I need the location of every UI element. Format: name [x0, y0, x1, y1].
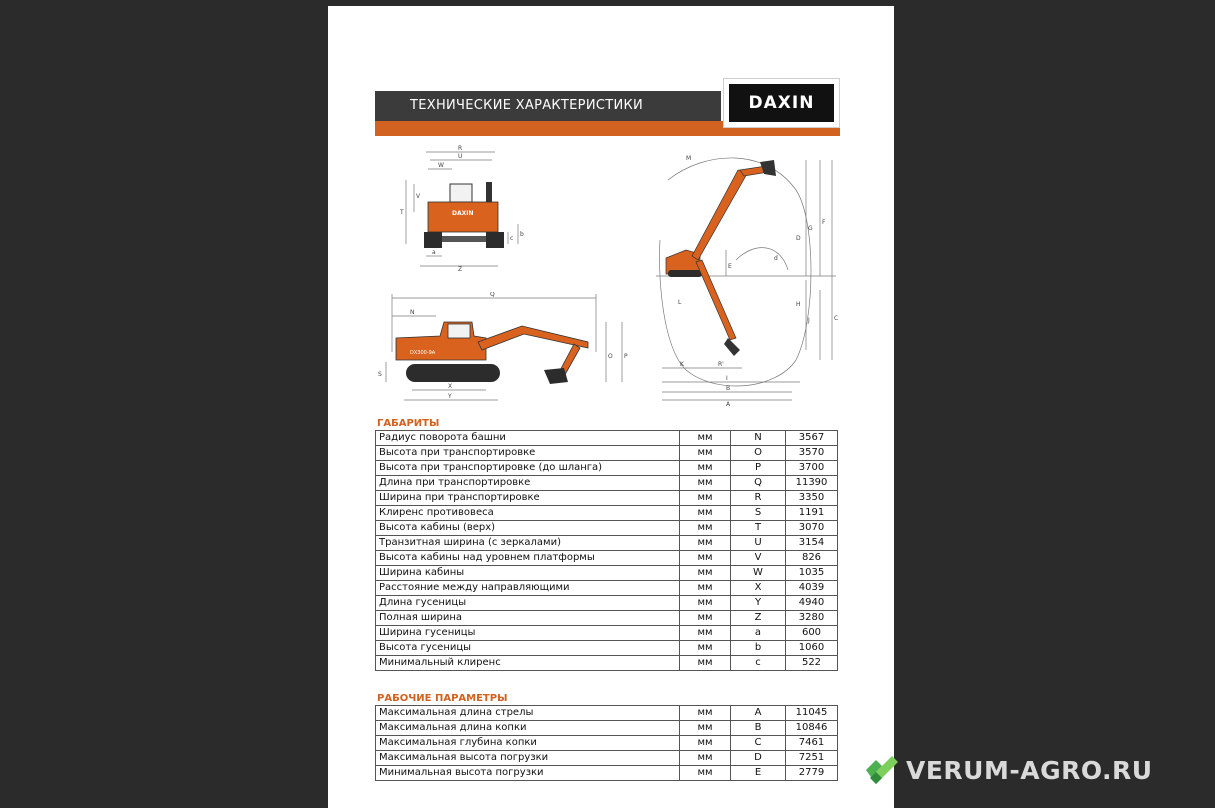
range-dimension-labels — [678, 155, 838, 406]
dimensions-section-title: ГАБАРИТЫ — [377, 418, 440, 429]
table-row — [376, 506, 838, 521]
svg-text:H: H — [796, 301, 801, 308]
watermark-logo-icon — [862, 750, 902, 790]
svg-text:W: W — [438, 162, 444, 169]
svg-text:R': R' — [718, 361, 724, 368]
spec-name: Максимальная высота погрузки — [376, 751, 680, 766]
svg-text:Y: Y — [448, 393, 452, 400]
spec-name: Длина при транспортировке — [376, 476, 680, 491]
spec-unit: мм — [680, 656, 731, 671]
svg-text:J: J — [808, 317, 810, 324]
table-row — [376, 656, 838, 671]
spec-code: X — [731, 581, 786, 596]
spec-value: 3350 — [786, 491, 838, 506]
table-row — [376, 476, 838, 491]
svg-text:S: S — [378, 371, 382, 378]
working-parameters-table — [375, 705, 838, 781]
spec-code: Y — [731, 596, 786, 611]
spec-unit: мм — [680, 596, 731, 611]
spec-code: V — [731, 551, 786, 566]
side-track — [406, 364, 500, 382]
front-upper-structure — [428, 202, 498, 232]
spec-value: 11390 — [786, 476, 838, 491]
table-row — [376, 461, 838, 476]
table-row — [376, 551, 838, 566]
spec-unit: мм — [680, 581, 731, 596]
side-bucket — [544, 368, 568, 384]
spec-code: c — [731, 656, 786, 671]
spec-unit: мм — [680, 766, 731, 781]
spec-value: 1060 — [786, 641, 838, 656]
spec-unit: мм — [680, 721, 731, 736]
spec-value: 522 — [786, 656, 838, 671]
spec-value: 4940 — [786, 596, 838, 611]
spec-unit: мм — [680, 626, 731, 641]
spec-code: Z — [731, 611, 786, 626]
spec-name: Максимальная глубина копки — [376, 736, 680, 751]
spec-value: 3567 — [786, 431, 838, 446]
spec-name: Ширина при транспортировке — [376, 491, 680, 506]
spec-code: U — [731, 536, 786, 551]
svg-text:I: I — [726, 375, 728, 382]
table-row — [376, 626, 838, 641]
range-boom-down — [696, 260, 736, 340]
spec-unit: мм — [680, 611, 731, 626]
spec-name: Минимальный клиренс — [376, 656, 680, 671]
svg-text:a: a — [432, 249, 436, 256]
spec-code: S — [731, 506, 786, 521]
table-row — [376, 446, 838, 461]
site-watermark — [862, 750, 1207, 790]
spec-code: T — [731, 521, 786, 536]
spec-unit: мм — [680, 641, 731, 656]
spec-name: Максимальная длина стрелы — [376, 706, 680, 721]
working-range-drawing — [656, 150, 846, 406]
table-row — [376, 431, 838, 446]
side-view-drawing — [374, 292, 638, 406]
spec-unit: мм — [680, 706, 731, 721]
spec-value: 4039 — [786, 581, 838, 596]
side-model-badge: DX300-9A — [410, 350, 436, 356]
svg-text:B: B — [726, 385, 731, 392]
range-boom-up — [692, 170, 748, 260]
front-cab-glass — [450, 184, 472, 202]
spec-value: 826 — [786, 551, 838, 566]
svg-text:L: L — [678, 299, 682, 306]
svg-text:F: F — [822, 219, 826, 226]
table-row — [376, 721, 838, 736]
dimensions-table — [375, 430, 838, 671]
spec-name: Высота при транспортировке (до шланга) — [376, 461, 680, 476]
svg-text:E: E — [728, 263, 732, 270]
table-row — [376, 521, 838, 536]
spec-unit: мм — [680, 751, 731, 766]
svg-text:M: M — [686, 155, 692, 162]
spec-unit: мм — [680, 566, 731, 581]
spec-code: E — [731, 766, 786, 781]
brand-logo-text: DAXIN — [729, 84, 834, 122]
spec-code: D — [731, 751, 786, 766]
title-bar — [375, 91, 721, 121]
table-row — [376, 706, 838, 721]
spec-value: 2779 — [786, 766, 838, 781]
svg-text:O: O — [608, 353, 613, 360]
side-cab-glass — [448, 324, 470, 338]
svg-text:P: P — [624, 353, 628, 360]
spec-unit: мм — [680, 476, 731, 491]
table-row — [376, 751, 838, 766]
spec-name: Длина гусеницы — [376, 596, 680, 611]
table-row — [376, 736, 838, 751]
spec-code: P — [731, 461, 786, 476]
range-bucket-down — [724, 338, 740, 356]
spec-value: 3700 — [786, 461, 838, 476]
spec-name: Радиус поворота башни — [376, 431, 680, 446]
side-boom — [478, 326, 588, 350]
svg-text:G: G — [808, 225, 813, 232]
spec-code: N — [731, 431, 786, 446]
spec-code: O — [731, 446, 786, 461]
svg-text:Q: Q — [490, 292, 495, 298]
spec-name: Высота при транспортировке — [376, 446, 680, 461]
spec-unit: мм — [680, 461, 731, 476]
brand-logo — [723, 78, 840, 128]
spec-name: Максимальная длина копки — [376, 721, 680, 736]
spec-unit: мм — [680, 431, 731, 446]
svg-text:U: U — [458, 153, 463, 160]
spec-value: 3154 — [786, 536, 838, 551]
svg-text:K: K — [680, 361, 684, 368]
spec-name: Минимальная высота погрузки — [376, 766, 680, 781]
spec-code: A — [731, 706, 786, 721]
spec-unit: мм — [680, 446, 731, 461]
spec-unit: мм — [680, 536, 731, 551]
svg-text:C: C — [834, 315, 839, 322]
spec-unit: мм — [680, 506, 731, 521]
spec-unit: мм — [680, 521, 731, 536]
spec-code: a — [731, 626, 786, 641]
range-dimension-lines — [662, 160, 832, 400]
spec-name: Полная ширина — [376, 611, 680, 626]
front-exhaust — [486, 182, 492, 202]
front-undercarriage — [442, 236, 486, 242]
svg-text:A: A — [726, 401, 731, 406]
spec-unit: мм — [680, 736, 731, 751]
spec-sheet-page — [328, 6, 894, 808]
spec-code: W — [731, 566, 786, 581]
spec-code: b — [731, 641, 786, 656]
watermark-text: VERUM-AGRO.RU — [906, 756, 1153, 785]
table-row — [376, 766, 838, 781]
spec-name: Расстояние между направляющими — [376, 581, 680, 596]
svg-text:T: T — [400, 209, 404, 216]
range-bucket-up — [760, 160, 776, 176]
front-track-left — [424, 232, 442, 248]
svg-text:V: V — [416, 193, 421, 200]
svg-text:D: D — [796, 235, 801, 242]
table-row — [376, 491, 838, 506]
front-logo: DAXIN — [452, 210, 474, 217]
svg-text:N: N — [410, 309, 415, 316]
table-row — [376, 581, 838, 596]
spec-code: Q — [731, 476, 786, 491]
svg-text:d: d — [774, 255, 778, 262]
table-row — [376, 611, 838, 626]
spec-unit: мм — [680, 491, 731, 506]
table-row — [376, 641, 838, 656]
svg-text:Z: Z — [458, 266, 463, 272]
spec-value: 1035 — [786, 566, 838, 581]
spec-value: 3280 — [786, 611, 838, 626]
spec-code: C — [731, 736, 786, 751]
spec-name: Высота кабины над уровнем платформы — [376, 551, 680, 566]
spec-value: 11045 — [786, 706, 838, 721]
table-row — [376, 566, 838, 581]
spec-name: Высота кабины (верх) — [376, 521, 680, 536]
spec-name: Ширина гусеницы — [376, 626, 680, 641]
working-section-title: РАБОЧИЕ ПАРАМЕТРЫ — [377, 693, 508, 704]
svg-text:X: X — [448, 383, 453, 390]
spec-value: 10846 — [786, 721, 838, 736]
spec-code: B — [731, 721, 786, 736]
svg-text:R: R — [458, 145, 463, 152]
front-track-right — [486, 232, 504, 248]
spec-name: Ширина кабины — [376, 566, 680, 581]
spec-value: 3070 — [786, 521, 838, 536]
table-row — [376, 596, 838, 611]
spec-unit: мм — [680, 551, 731, 566]
spec-value: 7461 — [786, 736, 838, 751]
spec-name: Транзитная ширина (с зеркалами) — [376, 536, 680, 551]
spec-value: 1191 — [786, 506, 838, 521]
page-title: ТЕХНИЧЕСКИЕ ХАРАКТЕРИСТИКИ — [410, 98, 644, 113]
spec-value: 600 — [786, 626, 838, 641]
spec-value: 7251 — [786, 751, 838, 766]
front-view-drawing — [400, 144, 540, 272]
spec-name: Клиренс противовеса — [376, 506, 680, 521]
spec-value: 3570 — [786, 446, 838, 461]
spec-name: Высота гусеницы — [376, 641, 680, 656]
svg-text:b: b — [520, 231, 524, 238]
spec-code: R — [731, 491, 786, 506]
svg-text:c: c — [510, 235, 514, 242]
range-machine-track — [668, 270, 702, 277]
table-row — [376, 536, 838, 551]
